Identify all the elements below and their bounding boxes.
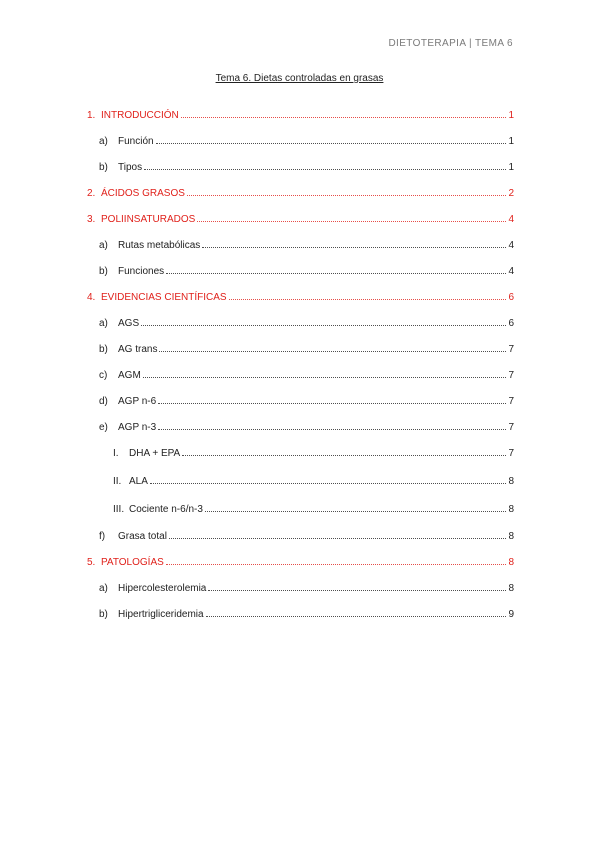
toc-entry-number: e): [99, 422, 108, 433]
toc-entry[interactable]: [87, 555, 514, 569]
toc-entry-label: INTRODUCCIÓN: [101, 110, 179, 121]
toc-entry-number: d): [99, 396, 108, 407]
toc-entry-label: DHA + EPA: [129, 448, 181, 459]
toc-entry-label: Rutas metabólicas: [118, 240, 201, 251]
toc-entry[interactable]: [99, 607, 514, 621]
toc-entry-number: 1.: [87, 110, 96, 121]
toc-entry-page: 6: [508, 318, 514, 329]
toc-entry-page: 7: [508, 370, 514, 381]
toc-leader-dots: [141, 316, 506, 326]
toc-entry-label: Cociente n-6/n-3: [129, 504, 203, 515]
toc-entry-number: c): [99, 370, 108, 381]
toc-entry-number: II.: [113, 476, 122, 487]
toc-entry[interactable]: [99, 160, 514, 174]
toc-entry-page: 4: [508, 240, 514, 251]
toc-leader-dots: [202, 238, 506, 248]
toc-entry-label: Grasa total: [118, 531, 167, 542]
toc-entry-label: AGP n-6: [118, 396, 157, 407]
toc-entry-label: EVIDENCIAS CIENTÍFICAS: [101, 292, 227, 303]
toc-leader-dots: [159, 342, 506, 352]
toc-entry[interactable]: [99, 134, 514, 148]
toc-leader-dots: [156, 134, 506, 144]
toc-entry-page: 8: [508, 583, 514, 594]
toc-entry[interactable]: [113, 502, 514, 516]
toc-leader-dots: [143, 368, 506, 378]
toc-entry[interactable]: [87, 108, 514, 122]
toc-entry-number: 4.: [87, 292, 96, 303]
toc-entry-label: PATOLOGÍAS: [101, 557, 164, 568]
toc-entry[interactable]: [99, 238, 514, 252]
toc-entry-number: b): [99, 609, 108, 620]
toc-leader-dots: [229, 290, 506, 300]
toc-entry-label: Funciones: [118, 266, 165, 277]
toc-entry-label: Hipertrigliceridemia: [118, 609, 204, 620]
toc-entry[interactable]: [99, 342, 514, 356]
toc-entry[interactable]: [99, 529, 514, 543]
toc-leader-dots: [144, 160, 506, 170]
toc-entry-page: 7: [508, 422, 514, 433]
toc-entry-label: Hipercolesterolemia: [118, 583, 207, 594]
toc-entry-number: b): [99, 162, 108, 173]
toc-entry-page: 8: [508, 476, 514, 487]
toc-leader-dots: [158, 420, 506, 430]
toc-entry[interactable]: [87, 212, 514, 226]
toc-entry[interactable]: [99, 581, 514, 595]
toc-entry-page: 8: [508, 557, 514, 568]
toc-entry-label: AG trans: [118, 344, 158, 355]
toc-leader-dots: [182, 446, 506, 456]
toc-entry-label: ÁCIDOS GRASOS: [101, 188, 185, 199]
toc-leader-dots: [166, 264, 506, 274]
toc-entry[interactable]: [113, 446, 514, 460]
toc-entry[interactable]: [113, 474, 514, 488]
toc-entry-page: 8: [508, 504, 514, 515]
toc-entry[interactable]: [99, 394, 514, 408]
toc-entry[interactable]: [87, 186, 514, 200]
toc-entry-number: b): [99, 344, 108, 355]
toc-entry-page: 7: [508, 396, 514, 407]
toc-entry-label: AGM: [118, 370, 141, 381]
toc-entry[interactable]: [87, 290, 514, 304]
toc-entry-label: AGS: [118, 318, 140, 329]
toc-entry-number: 5.: [87, 557, 96, 568]
toc-entry-label: Función: [118, 136, 154, 147]
toc-entry-page: 4: [508, 266, 514, 277]
page-header: DIETOTERAPIA | TEMA 6: [388, 38, 513, 49]
toc-entry-number: b): [99, 266, 108, 277]
toc-entry-page: 9: [508, 609, 514, 620]
toc-leader-dots: [158, 394, 506, 404]
toc-entry[interactable]: [99, 368, 514, 382]
toc-leader-dots: [181, 108, 506, 118]
toc-entry-number: 2.: [87, 188, 96, 199]
toc-entry-number: 3.: [87, 214, 96, 225]
toc-leader-dots: [187, 186, 506, 196]
toc-entry-number: a): [99, 136, 108, 147]
toc-entry-label: Tipos: [118, 162, 143, 173]
toc-entry-page: 4: [508, 214, 514, 225]
toc-entry-page: 7: [508, 448, 514, 459]
toc-leader-dots: [208, 581, 506, 591]
toc-entry-page: 8: [508, 531, 514, 542]
toc-leader-dots: [205, 502, 506, 512]
toc-entry-label: ALA: [129, 476, 148, 487]
toc-entry-page: 6: [508, 292, 514, 303]
toc-entry-label: POLIINSATURADOS: [101, 214, 196, 225]
toc-leader-dots: [206, 607, 506, 617]
toc-entry[interactable]: [99, 420, 514, 434]
toc-leader-dots: [150, 474, 506, 484]
toc-entry-page: 2: [508, 188, 514, 199]
toc-entry-page: 1: [508, 136, 514, 147]
toc-entry-number: a): [99, 583, 108, 594]
toc-entry-page: 7: [508, 344, 514, 355]
toc-entry-label: AGP n-3: [118, 422, 157, 433]
toc-entry-number: f): [99, 531, 106, 542]
toc-entry-number: III.: [113, 504, 125, 515]
toc-entry[interactable]: [99, 264, 514, 278]
toc-entry-page: 1: [508, 110, 514, 121]
toc-leader-dots: [166, 555, 506, 565]
toc-entry-page: 1: [508, 162, 514, 173]
toc-entry[interactable]: [99, 316, 514, 330]
toc-leader-dots: [197, 212, 506, 222]
toc-leader-dots: [169, 529, 506, 539]
document-title: Tema 6. Dietas controladas en grasas: [215, 73, 384, 84]
toc-entry-number: I.: [113, 448, 119, 459]
toc-entry-number: a): [99, 318, 108, 329]
toc-entry-number: a): [99, 240, 108, 251]
